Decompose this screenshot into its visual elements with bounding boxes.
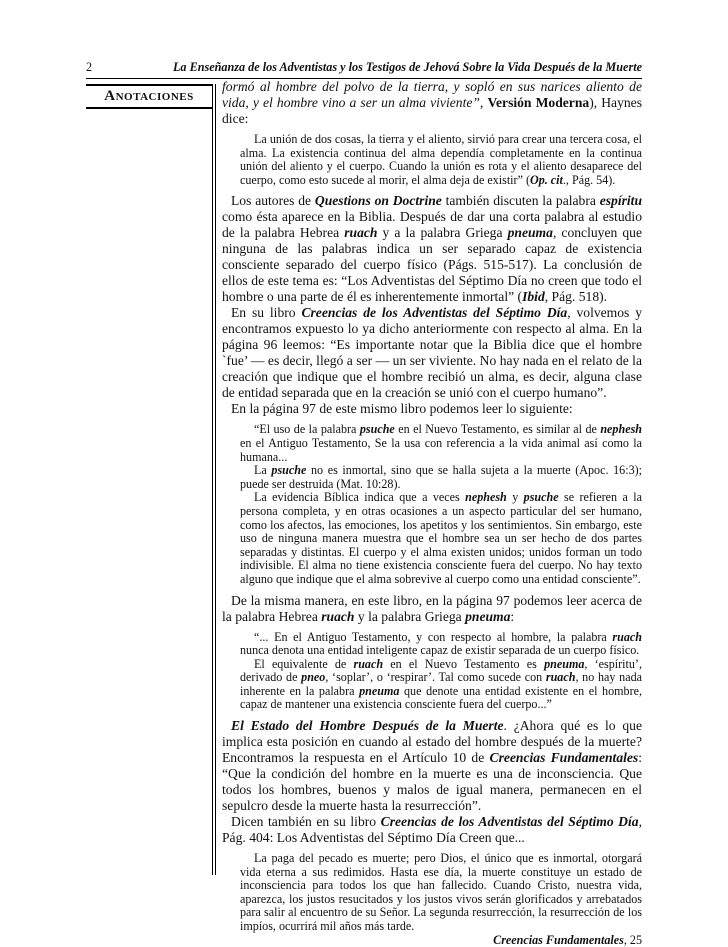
paragraph-page-404: Dicen también en su libro Creencias de los Adventistas del Séptimo Día, Pág. 404: Los Adventistas del Séptimo Día Creen que...: [222, 814, 642, 846]
paragraph-intro: formó al hombre del polvo de la tierra, y sopló en sus narices aliento de vida, y el hombre vino a ser un alma viviente”, Versión Moderna), Haynes dice:: [222, 79, 642, 126]
running-title: La Enseñanza de los Adventistas y los Testigos de Jehová Sobre la Vida Después de la Muerte: [172, 60, 642, 74]
running-header: [86, 60, 642, 78]
block-quote-creencias-fundamentales: La paga del pecado es muerte; pero Dios, el único que es inmortal, otorgará vida eterna a sus redimidos. Hasta ese día, la muerte constituye un estado de inconsciencia para todos los que han fallecido. Cuando Cristo, nuestra vida, aparezca, los justos resucitados y los justos vivos serán glorificados y arrebatados para salir al encuentro de su Señor. La segunda resurrección, la resurrección de los impíos, ocurrirá mil años más tarde. Creencias Fundamentales, 25: [240, 851, 642, 947]
block-quote-haynes: La unión de dos cosas, la tierra y el aliento, sirvió para crear una tercera cosa, el alma. La existencia continua del alma dependía completamente en la continua unión del aliento y el cuerpo. Cuando la unión es rota y el aliento desaparece del cuerpo, como esto sucede al morir, el alma deja de existir” (Op. cit., Pág. 54).: [240, 132, 642, 187]
paragraph-questions-on-doctrine: Los autores de Questions on Doctrine también discuten la palabra espíritu como ésta aparece en la Biblia. Después de dar una corta palabra al estudio de la palabra Hebrea ruach y a la palabra Griega pneuma, concluyen que ninguna de las palabras indica un ser separado capaz de existencia consciente separado del cuerpo físico (Págs. 515-517). La conclusión de ellos de este tema es: “Los Adventistas del Séptimo Día no creen que todo el hombre o una parte de él es inherentemente inmortal” (Ibid, Pág. 518).: [222, 193, 643, 305]
margin-rule-left: [212, 84, 213, 875]
quote-citation: Creencias Fundamentales, 25: [493, 932, 642, 947]
block-quote-ruach: “... En el Antiguo Testamento, y con respecto al hombre, la palabra ruach nunca denota una entidad inteligente capaz de existir separada de un cuerpo físico. El equivalente de ruach en el Nuevo Testamento es pneuma, ‘espíritu’, derivado de pneo, ‘soplar’, o ‘respirar’. Tal como sucede con ruach, no hay nada inherente en la palabra pneuma que denote una entidad existente en el hombre, capaz de mantener una existencia consciente fuera del cuerpo...”: [240, 629, 642, 712]
margin-rule-right: [215, 84, 216, 875]
annotations-label: Anotaciones: [86, 84, 212, 109]
paragraph-creencias: En su libro Creencias de los Adventistas del Séptimo Día, volvemos y encontramos expuesto lo ya dicho anteriormente con respecto al alma. En la página 96 leemos: “Es importante notar que la Biblia dice que el hombre `fue’ — es decir, llegó a ser — un ser viviente. No hay nada en el relato de la creación que indique que el hombre recibió un alma, es decir, alguna clase de entidad separada que en la creación se unió con el cuerpo humano”.: [222, 305, 642, 401]
block-quote-psuche: “El uso de la palabra psuche en el Nuevo Testamento, es similar al de nephesh en el Antiguo Testamento, Se la usa con referencia a la vida animal así como la humana... La psuche no es inmortal, sino que se halla sujeta a la muerte (Apoc. 16:3); puede ser destruida (Mat. 10:28). La evidencia Bíblica indica que a veces nephesh y psuche se refieren a la persona completa, y en otras ocasiones a un aspecto particular del ser humano, como los afectos, las emociones, los apetitos y los sentimientos. Sin embargo, este uso de ninguna manera muestra que el hombre sea un ser hecho de dos partes separadas y distintas. El cuerpo y el alma existen unidos; unidos forman un todo indivisible. El alma no tiene existencia consciente fuera del cuerpo. No hay texto alguno que indique que el alma sobrevive al cuerpo como una entidad consciente”.: [240, 422, 643, 586]
paragraph-ruach-pneuma: De la misma manera, en este libro, en la página 97 podemos leer acerca de la palabra Hebrea ruach y la palabra Griega pneuma:: [222, 592, 642, 624]
section-heading: El Estado del Hombre Después de la Muerte: [231, 718, 504, 734]
paragraph-page-97: En la página 97 de este mismo libro podemos leer lo siguiente:: [231, 401, 573, 417]
page-number: 2: [86, 60, 93, 74]
paragraph-estado-del-hombre: El Estado del Hombre Después de la Muerte. ¿Ahora qué es lo que implica esta posición en cuando al estado del hombre después de la muerte? Encontramos la respuesta en el Artículo 10 de Creencias Fundamentales: “Que la condición del hombre en la muerte es una de inconsciencia. Que todos los hombres, buenos y malos de igual manera, permanecen en el sepulcro desde la muerte hasta la resurrección”.: [222, 718, 643, 814]
main-text-column: [222, 79, 643, 947]
